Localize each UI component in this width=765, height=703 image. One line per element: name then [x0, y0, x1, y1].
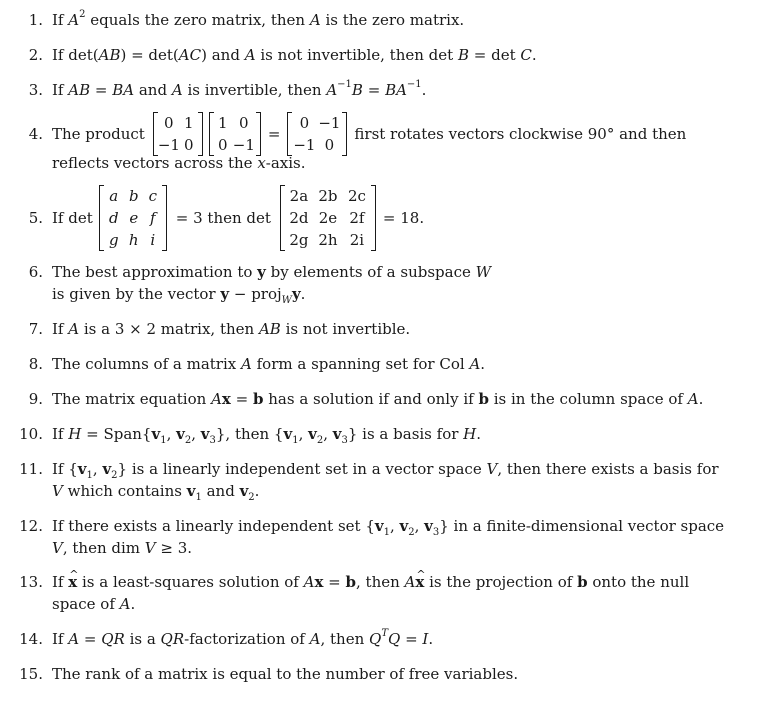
item-number: 10. — [19, 425, 43, 443]
item-number: 7. — [28, 320, 43, 338]
item-text: If there exists a linearly independent set {$v_1$, $v_2$, $v_3$} in a finite-dimensional vector space V, then dim V ≥ 3. — [52, 517, 725, 557]
item-text: If AB = BA and A is invertible, then $A^{-1}B = BA^{-1}$. — [52, 79, 427, 99]
item-text: The product 0 1 −1 0 1 0 0 −1 = 0 −1 −1 0 first rotates vectors clockwise 90° and then reflects vectors across the x-axis. — [52, 114, 687, 172]
item-text: If {$v_1$, $v_2$} is a linearly independent set in a vector space V, then there exists a basis for V which contains $v_1$ and $v_2$. — [52, 460, 719, 503]
item-number: 4. — [28, 125, 43, 143]
item-text: The columns of a matrix A form a spanning set for Col A. — [52, 355, 486, 373]
matrix-rotation: 0 1 −1 0 — [153, 112, 203, 156]
item-text: If x ^ is a least-squares solution of Ax = b, then Ax ^ is the projection of b onto the null space of A. — [52, 571, 732, 615]
item-number: 13. — [19, 573, 43, 591]
item-number: 15. — [19, 665, 43, 683]
item-number: 14. — [19, 630, 43, 648]
item-text: If det a b c d e f g h i = 3 then det 2a 2b 2c 2d 2e 2f 2g 2h 2i = 18. — [52, 187, 425, 249]
item-text: The best approximation to y by elements of a subspace W is given by the vector y − proj$_W$y. — [52, 263, 492, 306]
matrix-scaled: 2a 2b 2c 2d 2e 2f 2g 2h 2i — [280, 185, 376, 251]
item-text: If $A^2$ equals the zero matrix, then A is the zero matrix. — [52, 9, 465, 29]
item-number: 11. — [19, 460, 43, 478]
matrix-abc: a b c d e f g h i — [99, 185, 167, 251]
item-text: The rank of a matrix is equal to the number of free variables. — [52, 665, 519, 683]
item-number: 2. — [28, 46, 43, 64]
item-text: If A is a 3 × 2 matrix, then AB is not invertible. — [52, 320, 411, 338]
item-number: 6. — [28, 263, 43, 281]
item-text: If A = QR is a QR-factorization of A, then $Q^TQ = I$. — [52, 628, 434, 648]
matrix-product: 0 −1 −1 0 — [287, 112, 347, 156]
item-number: 8. — [28, 355, 43, 373]
item-number: 5. — [28, 209, 43, 227]
item-text: The matrix equation Ax = b has a solution if and only if b is in the column space of A. — [52, 390, 704, 408]
item-number: 9. — [28, 390, 43, 408]
item-text: If det(AB) = det(AC) and A is not invertible, then det B = det C. — [52, 46, 537, 64]
item-number: 3. — [28, 81, 43, 99]
item-number: 1. — [28, 11, 43, 29]
item-text: If $H = Span\{v_1$, $v_2$, $v_3$}, then {$v_1$, $v_2$, $v_3$} is a basis for H. — [52, 425, 482, 446]
item-number: 12. — [19, 517, 43, 535]
matrix-reflection: 1 0 0 −1 — [209, 112, 261, 156]
